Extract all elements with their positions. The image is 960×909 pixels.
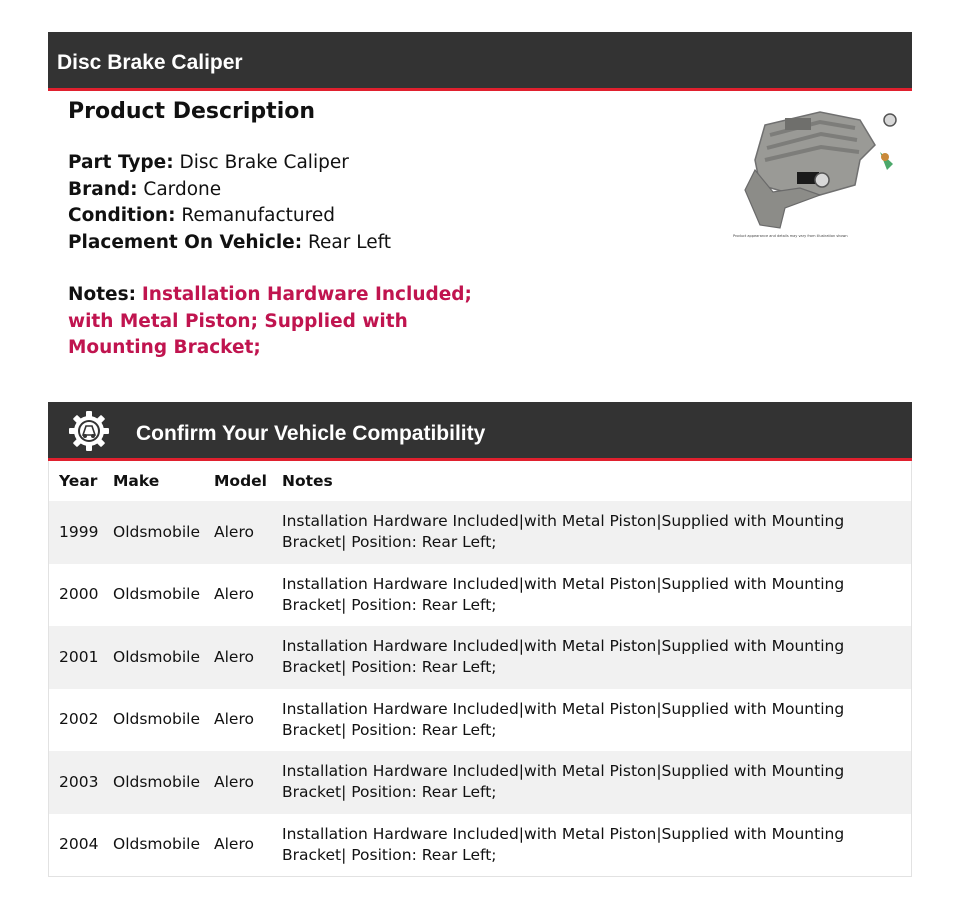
column-header-year: Year (49, 461, 104, 501)
spec-brand (68, 177, 488, 204)
cell-model: Alero (214, 772, 254, 791)
cell-notes: Installation Hardware Included|with Metal Piston|Supplied with Mounting Bracket| Position: Rear Left; (282, 512, 845, 552)
bolt (815, 173, 829, 187)
cell-model: Alero (214, 647, 254, 666)
spec-value: Remanufactured (181, 205, 335, 226)
cell-make: Oldsmobile (113, 585, 200, 604)
spec-placement (68, 230, 488, 257)
description-heading: Product Description (68, 99, 316, 124)
cell-notes: Installation Hardware Included|with Metal Piston|Supplied with Mounting Bracket| Position: Rear Left; (282, 637, 845, 677)
cell-make: Oldsmobile (113, 835, 200, 854)
title-bar (48, 32, 912, 91)
spec-label: Placement On Vehicle: (68, 231, 303, 253)
cell-year: 2001 (59, 647, 99, 666)
spec-value: Disc Brake Caliper (179, 152, 349, 173)
table-row (49, 564, 912, 627)
table-row (49, 814, 912, 877)
cell-model: Alero (214, 835, 254, 854)
cell-year: 1999 (59, 522, 99, 541)
column-header-model: Model (204, 461, 272, 501)
table-header-row (49, 461, 912, 501)
bolt (884, 114, 896, 126)
notes-label: Notes: (68, 284, 136, 305)
cell-year: 2004 (59, 835, 99, 854)
spec-condition (68, 203, 488, 230)
caliper-window (785, 118, 811, 130)
cell-model: Alero (214, 710, 254, 729)
cell-notes: Installation Hardware Included|with Metal Piston|Supplied with Mounting Bracket| Position: Rear Left; (282, 762, 845, 802)
cell-notes: Installation Hardware Included|with Metal Piston|Supplied with Mounting Bracket| Position: Rear Left; (282, 824, 845, 864)
table-row (49, 689, 912, 752)
compatibility-title: Confirm Your Vehicle Compatibility (136, 422, 486, 445)
cell-make: Oldsmobile (113, 772, 200, 791)
table-row (49, 501, 912, 564)
compatibility-bar (48, 402, 912, 461)
cell-make: Oldsmobile (113, 647, 200, 666)
product-description (68, 96, 488, 362)
spec-label: Condition: (68, 205, 176, 226)
cell-notes: Installation Hardware Included|with Metal Piston|Supplied with Mounting Bracket| Position: Rear Left; (282, 699, 845, 739)
spec-label: Brand: (68, 178, 138, 200)
column-header-make: Make (103, 461, 204, 501)
table-row (49, 626, 912, 689)
cell-year: 2002 (59, 710, 99, 729)
column-header-notes: Notes (272, 461, 912, 501)
gear-icon (68, 410, 110, 452)
bleeder-cap (881, 153, 889, 161)
brake-caliper-photo (725, 100, 915, 240)
image-caption: Product appearance and details may vary from illustration shown (733, 234, 848, 238)
page-title: Disc Brake Caliper (57, 51, 243, 74)
table-row (49, 751, 912, 814)
cell-notes: Installation Hardware Included|with Metal Piston|Supplied with Mounting Bracket| Position: Rear Left; (282, 574, 845, 614)
spec-value: Cardone (143, 178, 222, 200)
spec-value: Rear Left (308, 231, 392, 253)
spec-part-type (68, 150, 488, 177)
cell-year: 2003 (59, 772, 99, 791)
cell-model: Alero (214, 522, 254, 541)
compatibility-table (48, 461, 912, 877)
cell-year: 2000 (59, 585, 99, 604)
cell-make: Oldsmobile (113, 710, 200, 729)
cell-model: Alero (214, 585, 254, 604)
product-notes (68, 282, 488, 362)
notes-value: Installation Hardware Included; with Metal Piston; Supplied with Mounting Bracket; (68, 284, 472, 358)
cell-make: Oldsmobile (113, 522, 200, 541)
spec-label: Part Type: (68, 152, 174, 173)
spec-list (68, 150, 488, 256)
